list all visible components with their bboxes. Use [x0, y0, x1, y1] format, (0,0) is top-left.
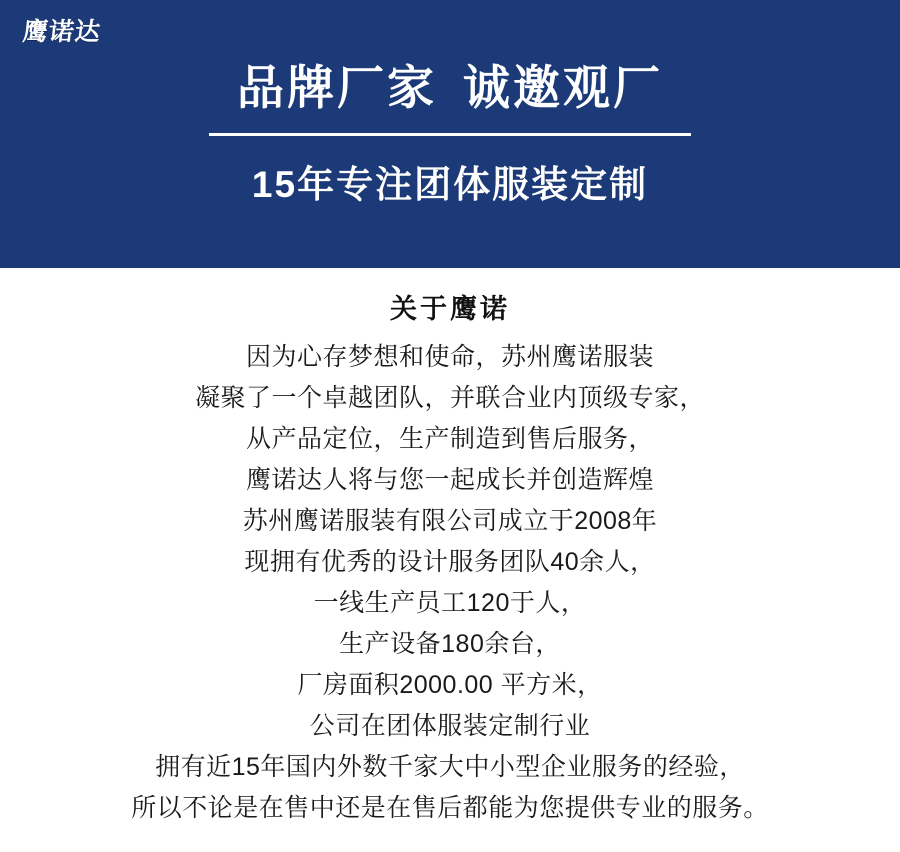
about-section — [0, 268, 900, 829]
about-line: 生产设备180余台， — [339, 630, 561, 659]
brand-logo: 鹰诺达 — [21, 19, 103, 46]
about-line: 因为心存梦想和使命，苏州鹰诺服装 — [245, 343, 654, 372]
banner-title-part1: 品牌厂家 — [237, 61, 437, 114]
banner-title — [237, 62, 663, 114]
banner-title-part2: 诚邀观厂 — [463, 61, 663, 114]
about-paragraph — [0, 337, 900, 829]
about-line: 所以不论是在售中还是在售后都能为您提供专业的服务。 — [131, 794, 769, 823]
about-heading: 关于鹰诺 — [390, 294, 510, 324]
banner-center-block — [0, 0, 900, 268]
header-banner — [0, 0, 900, 268]
banner-subtitle: 15年专注团体服装定制 — [251, 163, 649, 205]
banner-divider — [209, 133, 691, 136]
about-line: 鹰诺达人将与您一起成长并创造辉煌 — [245, 466, 654, 495]
about-line: 拥有近15年国内外数千家大中小型企业服务的经验， — [155, 753, 745, 782]
about-line: 厂房面积2000.00 平方米， — [297, 671, 603, 700]
about-line: 凝聚了一个卓越团队，并联合业内顶级专家， — [194, 384, 705, 413]
about-line: 现拥有优秀的设计服务团队40余人， — [244, 548, 656, 577]
about-line: 公司在团体服装定制行业 — [309, 712, 591, 741]
about-line: 苏州鹰诺服装有限公司成立于2008年 — [242, 507, 658, 536]
about-line: 从产品定位，生产制造到售后服务， — [245, 425, 654, 454]
about-line: 一线生产员工120于人， — [313, 589, 587, 618]
